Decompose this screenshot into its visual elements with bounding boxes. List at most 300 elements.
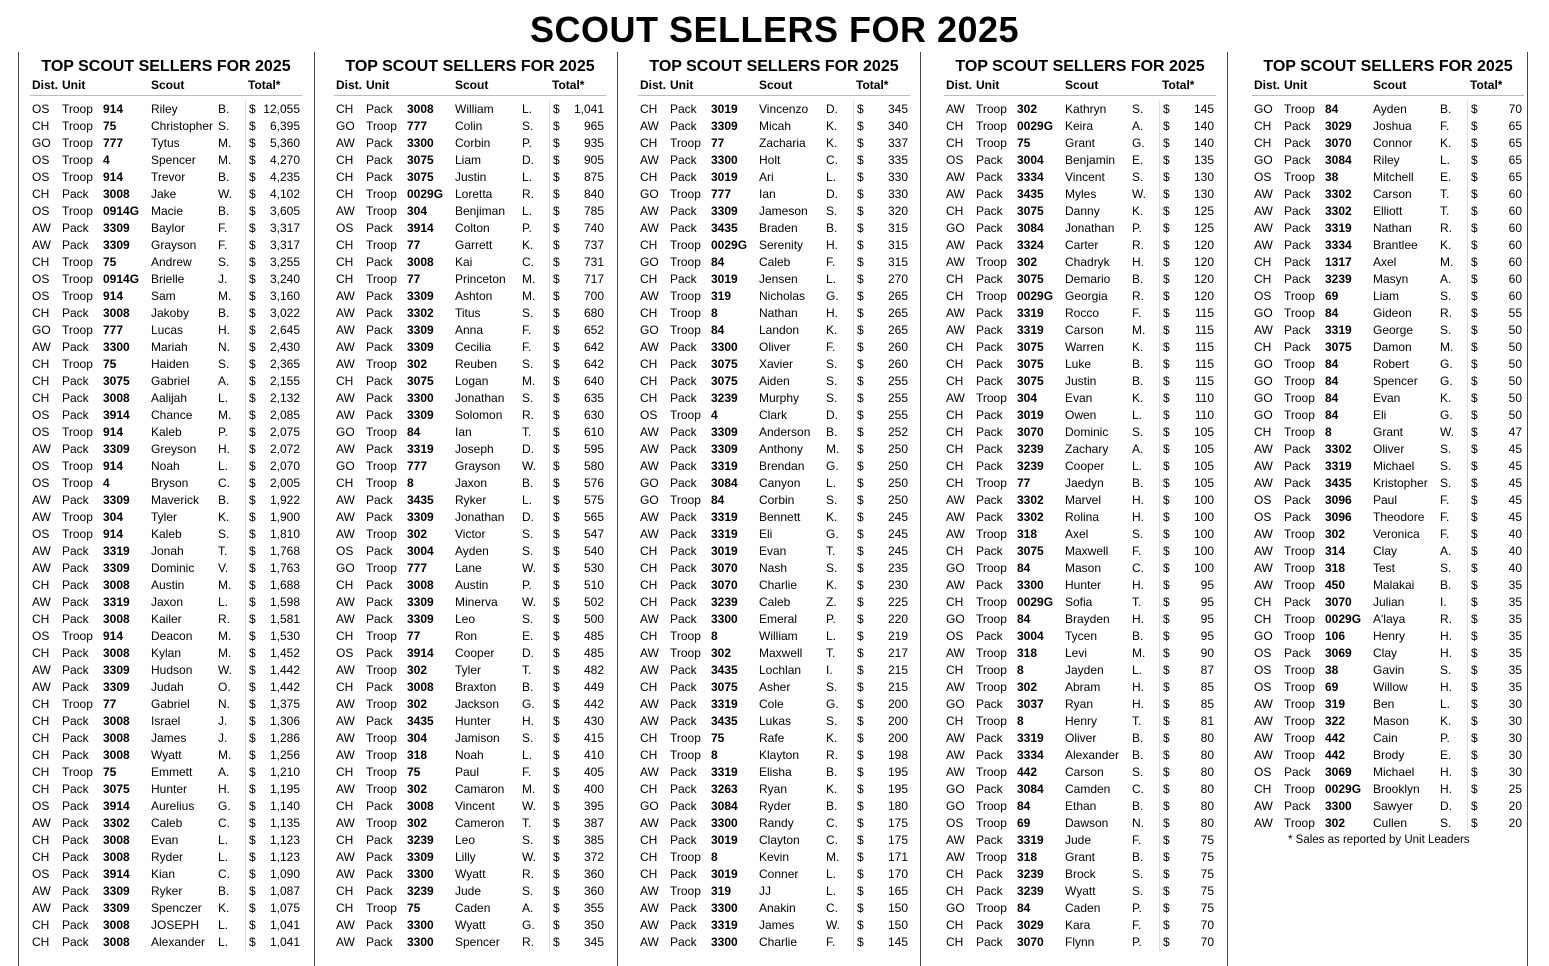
dist-cell: CH bbox=[32, 374, 50, 388]
currency-cell: $ bbox=[245, 118, 262, 135]
header-dist: Dist. bbox=[336, 78, 363, 92]
total-cell: 90 bbox=[1200, 646, 1214, 660]
currency-cell: $ bbox=[549, 458, 566, 475]
unit-type-cell: Pack bbox=[670, 153, 697, 167]
unit-type-cell: Troop bbox=[366, 782, 397, 796]
scout-name-cell: Liam bbox=[455, 153, 482, 167]
total-cell: 1,123 bbox=[269, 833, 300, 847]
scout-name-cell: Damon bbox=[1373, 340, 1412, 354]
currency-cell: $ bbox=[1467, 764, 1484, 781]
currency-cell: $ bbox=[1467, 441, 1484, 458]
unit-type-cell: Pack bbox=[1284, 476, 1311, 490]
currency-cell: $ bbox=[1467, 424, 1484, 441]
dist-cell: AW bbox=[32, 221, 51, 235]
unit-type-cell: Pack bbox=[670, 901, 697, 915]
scout-initial-cell: M. bbox=[522, 782, 536, 796]
scout-name-cell: Sam bbox=[151, 289, 176, 303]
scout-name-cell: Ari bbox=[759, 170, 774, 184]
unit-type-cell: Troop bbox=[1284, 527, 1315, 541]
total-cell: 35 bbox=[1508, 646, 1522, 660]
seller-row bbox=[334, 577, 606, 594]
currency-cell: $ bbox=[853, 101, 870, 118]
scout-name-cell: Jackson bbox=[455, 697, 500, 711]
unit-type-cell: Troop bbox=[1284, 731, 1315, 745]
scout-initial-cell: S. bbox=[1132, 425, 1144, 439]
dist-cell: AW bbox=[32, 901, 51, 915]
unit-type-cell: Pack bbox=[62, 731, 89, 745]
scout-initial-cell: C. bbox=[1132, 782, 1144, 796]
scout-name-cell: Jonathan bbox=[455, 510, 505, 524]
dist-cell: AW bbox=[1254, 204, 1273, 218]
seller-row bbox=[30, 917, 302, 934]
currency-cell: $ bbox=[853, 186, 870, 203]
scout-initial-cell: K. bbox=[1440, 238, 1452, 252]
total-cell: 135 bbox=[1193, 153, 1214, 167]
currency-cell: $ bbox=[549, 611, 566, 628]
scout-name-cell: Henry bbox=[1065, 714, 1098, 728]
unit-number-cell: 914 bbox=[103, 459, 124, 473]
scout-initial-cell: C. bbox=[826, 153, 838, 167]
currency-cell: $ bbox=[1467, 815, 1484, 832]
currency-cell: $ bbox=[853, 322, 870, 339]
header-unit-number bbox=[1325, 77, 1373, 95]
scout-initial-cell: C. bbox=[826, 816, 838, 830]
currency-cell: $ bbox=[1159, 152, 1176, 169]
seller-row bbox=[334, 645, 606, 662]
seller-row bbox=[30, 713, 302, 730]
unit-number-cell: 3334 bbox=[1017, 170, 1044, 184]
unit-number-cell: 3914 bbox=[407, 646, 434, 660]
unit-number-cell: 302 bbox=[711, 646, 732, 660]
scout-name-cell: Ayden bbox=[1373, 102, 1407, 116]
total-cell: 1,900 bbox=[269, 510, 300, 524]
currency-cell: $ bbox=[549, 866, 566, 883]
unit-number-cell: 3309 bbox=[407, 510, 434, 524]
currency-cell: $ bbox=[1467, 356, 1484, 373]
total-cell: 150 bbox=[887, 901, 908, 915]
unit-number-cell: 777 bbox=[407, 459, 428, 473]
unit-type-cell: Pack bbox=[366, 493, 393, 507]
unit-number-cell: 3084 bbox=[1017, 221, 1044, 235]
dist-cell: AW bbox=[32, 442, 51, 456]
total-cell: 75 bbox=[1200, 833, 1214, 847]
dist-cell: CH bbox=[32, 119, 50, 133]
scout-name-cell: Cecilia bbox=[455, 340, 492, 354]
unit-type-cell: Pack bbox=[366, 935, 393, 949]
scout-name-cell: Ryan bbox=[1065, 697, 1094, 711]
currency-cell: $ bbox=[1467, 254, 1484, 271]
scout-name-cell: Anderson bbox=[759, 425, 811, 439]
seller-row bbox=[638, 764, 910, 781]
total-cell: 1,123 bbox=[269, 850, 300, 864]
unit-number-cell: 0914G bbox=[103, 204, 140, 218]
total-cell: 449 bbox=[583, 680, 604, 694]
currency-cell: $ bbox=[549, 900, 566, 917]
seller-row bbox=[638, 577, 910, 594]
scout-name-cell: Myles bbox=[1065, 187, 1097, 201]
scout-name-cell: Landon bbox=[759, 323, 800, 337]
scout-name-cell: Lane bbox=[455, 561, 482, 575]
unit-type-cell: Troop bbox=[670, 136, 701, 150]
dist-cell: CH bbox=[946, 884, 964, 898]
scout-initial-cell: H. bbox=[1132, 697, 1144, 711]
dist-cell: CH bbox=[32, 391, 50, 405]
unit-type-cell: Troop bbox=[62, 102, 93, 116]
currency-cell: $ bbox=[853, 237, 870, 254]
unit-number-cell: 3302 bbox=[1017, 510, 1044, 524]
seller-row bbox=[30, 254, 302, 271]
unit-type-cell: Pack bbox=[670, 663, 697, 677]
seller-row bbox=[334, 220, 606, 237]
dist-cell: AW bbox=[946, 170, 965, 184]
scout-name-cell: Tycen bbox=[1065, 629, 1098, 643]
scout-name-cell: Alexander bbox=[1065, 748, 1120, 762]
unit-type-cell: Pack bbox=[976, 697, 1003, 711]
scout-name-cell: Charlie bbox=[759, 578, 798, 592]
unit-type-cell: Pack bbox=[976, 493, 1003, 507]
dist-cell: AW bbox=[1254, 527, 1273, 541]
scout-name-cell: Kailer bbox=[151, 612, 182, 626]
dist-cell: CH bbox=[946, 867, 964, 881]
currency-cell: $ bbox=[853, 203, 870, 220]
currency-cell: $ bbox=[853, 526, 870, 543]
unit-number-cell: 3302 bbox=[103, 816, 130, 830]
dist-cell: GO bbox=[32, 323, 51, 337]
unit-type-cell: Pack bbox=[366, 136, 393, 150]
scout-name-cell: Wyatt bbox=[455, 867, 486, 881]
scout-name-cell: Warren bbox=[1065, 340, 1104, 354]
total-cell: 576 bbox=[583, 476, 604, 490]
dist-cell: CH bbox=[640, 544, 658, 558]
unit-type-cell: Pack bbox=[1284, 119, 1311, 133]
unit-number-cell: 914 bbox=[103, 289, 124, 303]
currency-cell: $ bbox=[1467, 271, 1484, 288]
unit-number-cell: 914 bbox=[103, 170, 124, 184]
scout-initial-cell: S. bbox=[218, 357, 230, 371]
column-divider bbox=[1227, 52, 1228, 966]
dist-cell: CH bbox=[946, 714, 964, 728]
unit-number-cell: 3319 bbox=[711, 510, 738, 524]
total-cell: 250 bbox=[887, 493, 908, 507]
scout-initial-cell: V. bbox=[218, 561, 229, 575]
dist-cell: CH bbox=[336, 272, 354, 286]
dist-cell: CH bbox=[946, 544, 964, 558]
unit-type-cell: Pack bbox=[976, 748, 1003, 762]
unit-type-cell: Troop bbox=[976, 136, 1007, 150]
unit-type-cell: Troop bbox=[366, 204, 397, 218]
scout-initial-cell: A. bbox=[1132, 442, 1144, 456]
scout-name-cell: Spencer bbox=[1373, 374, 1418, 388]
seller-row bbox=[334, 118, 606, 135]
seller-row bbox=[1252, 679, 1524, 696]
scout-initial-cell: E. bbox=[522, 629, 534, 643]
scout-name-cell: Rafe bbox=[759, 731, 785, 745]
scout-name-cell: Brantlee bbox=[1373, 238, 1418, 252]
seller-row bbox=[638, 934, 910, 951]
unit-number-cell: 450 bbox=[1325, 578, 1346, 592]
seller-row bbox=[944, 730, 1216, 747]
scout-initial-cell: L. bbox=[522, 102, 533, 116]
dist-cell: CH bbox=[336, 374, 354, 388]
seller-row bbox=[638, 288, 910, 305]
unit-type-cell: Troop bbox=[1284, 170, 1315, 184]
unit-type-cell: Pack bbox=[62, 340, 89, 354]
currency-cell: $ bbox=[549, 356, 566, 373]
unit-type-cell: Pack bbox=[670, 102, 697, 116]
unit-number-cell: 3302 bbox=[1325, 187, 1352, 201]
unit-number-cell: 84 bbox=[1017, 901, 1031, 915]
seller-row bbox=[944, 798, 1216, 815]
dist-cell: OS bbox=[336, 221, 354, 235]
scout-name-cell: Caden bbox=[455, 901, 491, 915]
unit-number-cell: 3324 bbox=[1017, 238, 1044, 252]
scout-initial-cell: R. bbox=[1440, 306, 1452, 320]
unit-number-cell: 442 bbox=[1325, 748, 1346, 762]
scout-initial-cell: F. bbox=[1440, 527, 1450, 541]
total-cell: 175 bbox=[887, 833, 908, 847]
total-cell: 200 bbox=[887, 697, 908, 711]
dist-cell: CH bbox=[336, 255, 354, 269]
scout-initial-cell: S. bbox=[826, 357, 838, 371]
dist-cell: AW bbox=[1254, 187, 1273, 201]
seller-row bbox=[30, 492, 302, 509]
seller-row bbox=[944, 390, 1216, 407]
unit-number-cell: 3019 bbox=[711, 272, 738, 286]
unit-number-cell: 0029G bbox=[1017, 595, 1054, 609]
unit-number-cell: 914 bbox=[103, 629, 124, 643]
total-cell: 65 bbox=[1508, 153, 1522, 167]
unit-type-cell: Pack bbox=[1284, 238, 1311, 252]
scout-name-cell: Robert bbox=[1373, 357, 1410, 371]
dist-cell: OS bbox=[336, 544, 354, 558]
unit-type-cell: Pack bbox=[62, 221, 89, 235]
currency-cell: $ bbox=[1467, 390, 1484, 407]
currency-cell: $ bbox=[1159, 305, 1176, 322]
seller-row bbox=[638, 101, 910, 118]
seller-row bbox=[638, 169, 910, 186]
seller-row bbox=[944, 492, 1216, 509]
scout-initial-cell: H. bbox=[826, 306, 838, 320]
seller-row bbox=[944, 764, 1216, 781]
total-cell: 217 bbox=[887, 646, 908, 660]
currency-cell: $ bbox=[245, 900, 262, 917]
dist-cell: OS bbox=[32, 153, 50, 167]
scout-name-cell: Cole bbox=[759, 697, 784, 711]
total-cell: 6,395 bbox=[269, 119, 300, 133]
scout-name-cell: Carter bbox=[1065, 238, 1099, 252]
unit-number-cell: 3004 bbox=[1017, 629, 1044, 643]
scout-name-cell: Malakai bbox=[1373, 578, 1415, 592]
column-title: TOP SCOUT SELLERS FOR 2025 bbox=[345, 58, 595, 75]
seller-row bbox=[30, 220, 302, 237]
seller-row bbox=[334, 441, 606, 458]
unit-number-cell: 3008 bbox=[103, 935, 130, 949]
dist-cell: AW bbox=[1254, 697, 1273, 711]
seller-row bbox=[334, 611, 606, 628]
unit-type-cell: Pack bbox=[976, 867, 1003, 881]
unit-number-cell: 84 bbox=[711, 323, 725, 337]
seller-row bbox=[944, 254, 1216, 271]
scout-initial-cell: L. bbox=[1440, 153, 1451, 167]
currency-cell: $ bbox=[549, 237, 566, 254]
seller-row bbox=[638, 322, 910, 339]
scout-name-cell: Nathan bbox=[759, 306, 798, 320]
unit-number-cell: 3309 bbox=[103, 238, 130, 252]
total-cell: 175 bbox=[887, 816, 908, 830]
total-cell: 195 bbox=[887, 765, 908, 779]
currency-cell: $ bbox=[853, 798, 870, 815]
currency-cell: $ bbox=[549, 271, 566, 288]
dist-cell: AW bbox=[336, 935, 355, 949]
unit-type-cell: Pack bbox=[62, 238, 89, 252]
total-cell: 252 bbox=[887, 425, 908, 439]
unit-type-cell: Pack bbox=[1284, 153, 1311, 167]
currency-cell: $ bbox=[1159, 186, 1176, 203]
scout-initial-cell: T. bbox=[522, 816, 532, 830]
currency-cell: $ bbox=[1159, 288, 1176, 305]
seller-row bbox=[1252, 186, 1524, 203]
unit-number-cell: 84 bbox=[1325, 374, 1339, 388]
scout-name-cell: Sawyer bbox=[1373, 799, 1414, 813]
scout-initial-cell: L. bbox=[522, 170, 533, 184]
dist-cell: AW bbox=[32, 238, 51, 252]
seller-row bbox=[30, 900, 302, 917]
seller-row bbox=[944, 203, 1216, 220]
scout-name-cell: Hunter bbox=[1065, 578, 1102, 592]
total-cell: 198 bbox=[887, 748, 908, 762]
total-cell: 580 bbox=[583, 459, 604, 473]
total-cell: 245 bbox=[887, 527, 908, 541]
total-cell: 785 bbox=[583, 204, 604, 218]
unit-number-cell: 3435 bbox=[1325, 476, 1352, 490]
total-cell: 105 bbox=[1193, 442, 1214, 456]
seller-row bbox=[638, 458, 910, 475]
unit-type-cell: Troop bbox=[366, 629, 397, 643]
dist-cell: OS bbox=[32, 459, 50, 473]
unit-type-cell: Pack bbox=[62, 901, 89, 915]
seller-row bbox=[334, 288, 606, 305]
scout-name-cell: Masyn bbox=[1373, 272, 1409, 286]
dist-cell: AW bbox=[1254, 476, 1273, 490]
seller-row bbox=[30, 526, 302, 543]
dist-cell: AW bbox=[336, 357, 355, 371]
dist-cell: AW bbox=[32, 340, 51, 354]
seller-row bbox=[1252, 696, 1524, 713]
seller-row bbox=[334, 169, 606, 186]
unit-type-cell: Pack bbox=[976, 629, 1003, 643]
dist-cell: AW bbox=[640, 901, 659, 915]
seller-row bbox=[334, 186, 606, 203]
seller-row bbox=[1252, 322, 1524, 339]
scout-initial-cell: P. bbox=[1440, 731, 1450, 745]
scout-initial-cell: G. bbox=[218, 799, 231, 813]
total-cell: 965 bbox=[583, 119, 604, 133]
scout-initial-cell: M. bbox=[218, 136, 232, 150]
scout-initial-cell: B. bbox=[1132, 357, 1144, 371]
scout-initial-cell: T. bbox=[1440, 187, 1450, 201]
unit-type-cell: Pack bbox=[670, 544, 697, 558]
unit-type-cell: Pack bbox=[1284, 204, 1311, 218]
unit-type-cell: Troop bbox=[670, 323, 701, 337]
column-header-row bbox=[30, 77, 302, 96]
dist-cell: AW bbox=[640, 340, 659, 354]
unit-type-cell: Pack bbox=[670, 765, 697, 779]
unit-type-cell: Pack bbox=[670, 595, 697, 609]
total-cell: 35 bbox=[1508, 612, 1522, 626]
unit-type-cell: Troop bbox=[366, 731, 397, 745]
currency-cell: $ bbox=[1467, 560, 1484, 577]
unit-number-cell: 3914 bbox=[407, 221, 434, 235]
total-cell: 100 bbox=[1193, 510, 1214, 524]
scout-name-cell: Axel bbox=[1373, 255, 1397, 269]
dist-cell: OS bbox=[32, 170, 50, 184]
dist-cell: AW bbox=[336, 323, 355, 337]
seller-row bbox=[944, 900, 1216, 917]
seller-row bbox=[1252, 509, 1524, 526]
scout-initial-cell: D. bbox=[826, 102, 838, 116]
unit-type-cell: Pack bbox=[976, 510, 1003, 524]
unit-type-cell: Pack bbox=[62, 561, 89, 575]
total-cell: 100 bbox=[1193, 527, 1214, 541]
currency-cell: $ bbox=[245, 611, 262, 628]
unit-number-cell: 3435 bbox=[407, 714, 434, 728]
total-cell: 100 bbox=[1193, 544, 1214, 558]
unit-number-cell: 777 bbox=[407, 561, 428, 575]
dist-cell: CH bbox=[640, 238, 658, 252]
dist-cell: CH bbox=[32, 646, 50, 660]
unit-number-cell: 75 bbox=[407, 765, 421, 779]
unit-type-cell: Pack bbox=[670, 935, 697, 949]
unit-number-cell: 84 bbox=[1325, 357, 1339, 371]
seller-row bbox=[30, 135, 302, 152]
unit-type-cell: Pack bbox=[976, 408, 1003, 422]
dist-cell: GO bbox=[336, 561, 355, 575]
scout-initial-cell: F. bbox=[522, 340, 532, 354]
currency-cell: $ bbox=[1159, 373, 1176, 390]
unit-number-cell: 8 bbox=[1325, 425, 1332, 439]
unit-number-cell: 3070 bbox=[1017, 425, 1044, 439]
currency-cell: $ bbox=[245, 203, 262, 220]
unit-number-cell: 38 bbox=[1325, 170, 1339, 184]
dist-cell: CH bbox=[640, 748, 658, 762]
seller-row bbox=[638, 526, 910, 543]
scout-name-cell: Kylan bbox=[151, 646, 182, 660]
currency-cell: $ bbox=[245, 373, 262, 390]
unit-number-cell: 3075 bbox=[1017, 374, 1044, 388]
seller-row bbox=[638, 543, 910, 560]
dist-cell: CH bbox=[336, 578, 354, 592]
currency-cell: $ bbox=[245, 152, 262, 169]
dist-cell: AW bbox=[640, 646, 659, 660]
scout-initial-cell: B. bbox=[1132, 799, 1144, 813]
dist-cell: AW bbox=[336, 612, 355, 626]
currency-cell: $ bbox=[1159, 917, 1176, 934]
currency-cell: $ bbox=[853, 917, 870, 934]
scout-name-cell: Cameron bbox=[455, 816, 505, 830]
total-cell: 510 bbox=[583, 578, 604, 592]
currency-cell: $ bbox=[1467, 135, 1484, 152]
scout-initial-cell: W. bbox=[522, 595, 536, 609]
unit-number-cell: 3008 bbox=[407, 255, 434, 269]
sellers-column bbox=[1252, 56, 1524, 849]
unit-type-cell: Pack bbox=[366, 374, 393, 388]
scout-name-cell: Andrew bbox=[151, 255, 192, 269]
total-cell: 935 bbox=[583, 136, 604, 150]
scout-initial-cell: R. bbox=[522, 867, 534, 881]
unit-type-cell: Troop bbox=[976, 391, 1007, 405]
scout-name-cell: Henry bbox=[1373, 629, 1406, 643]
unit-type-cell: Pack bbox=[1284, 187, 1311, 201]
